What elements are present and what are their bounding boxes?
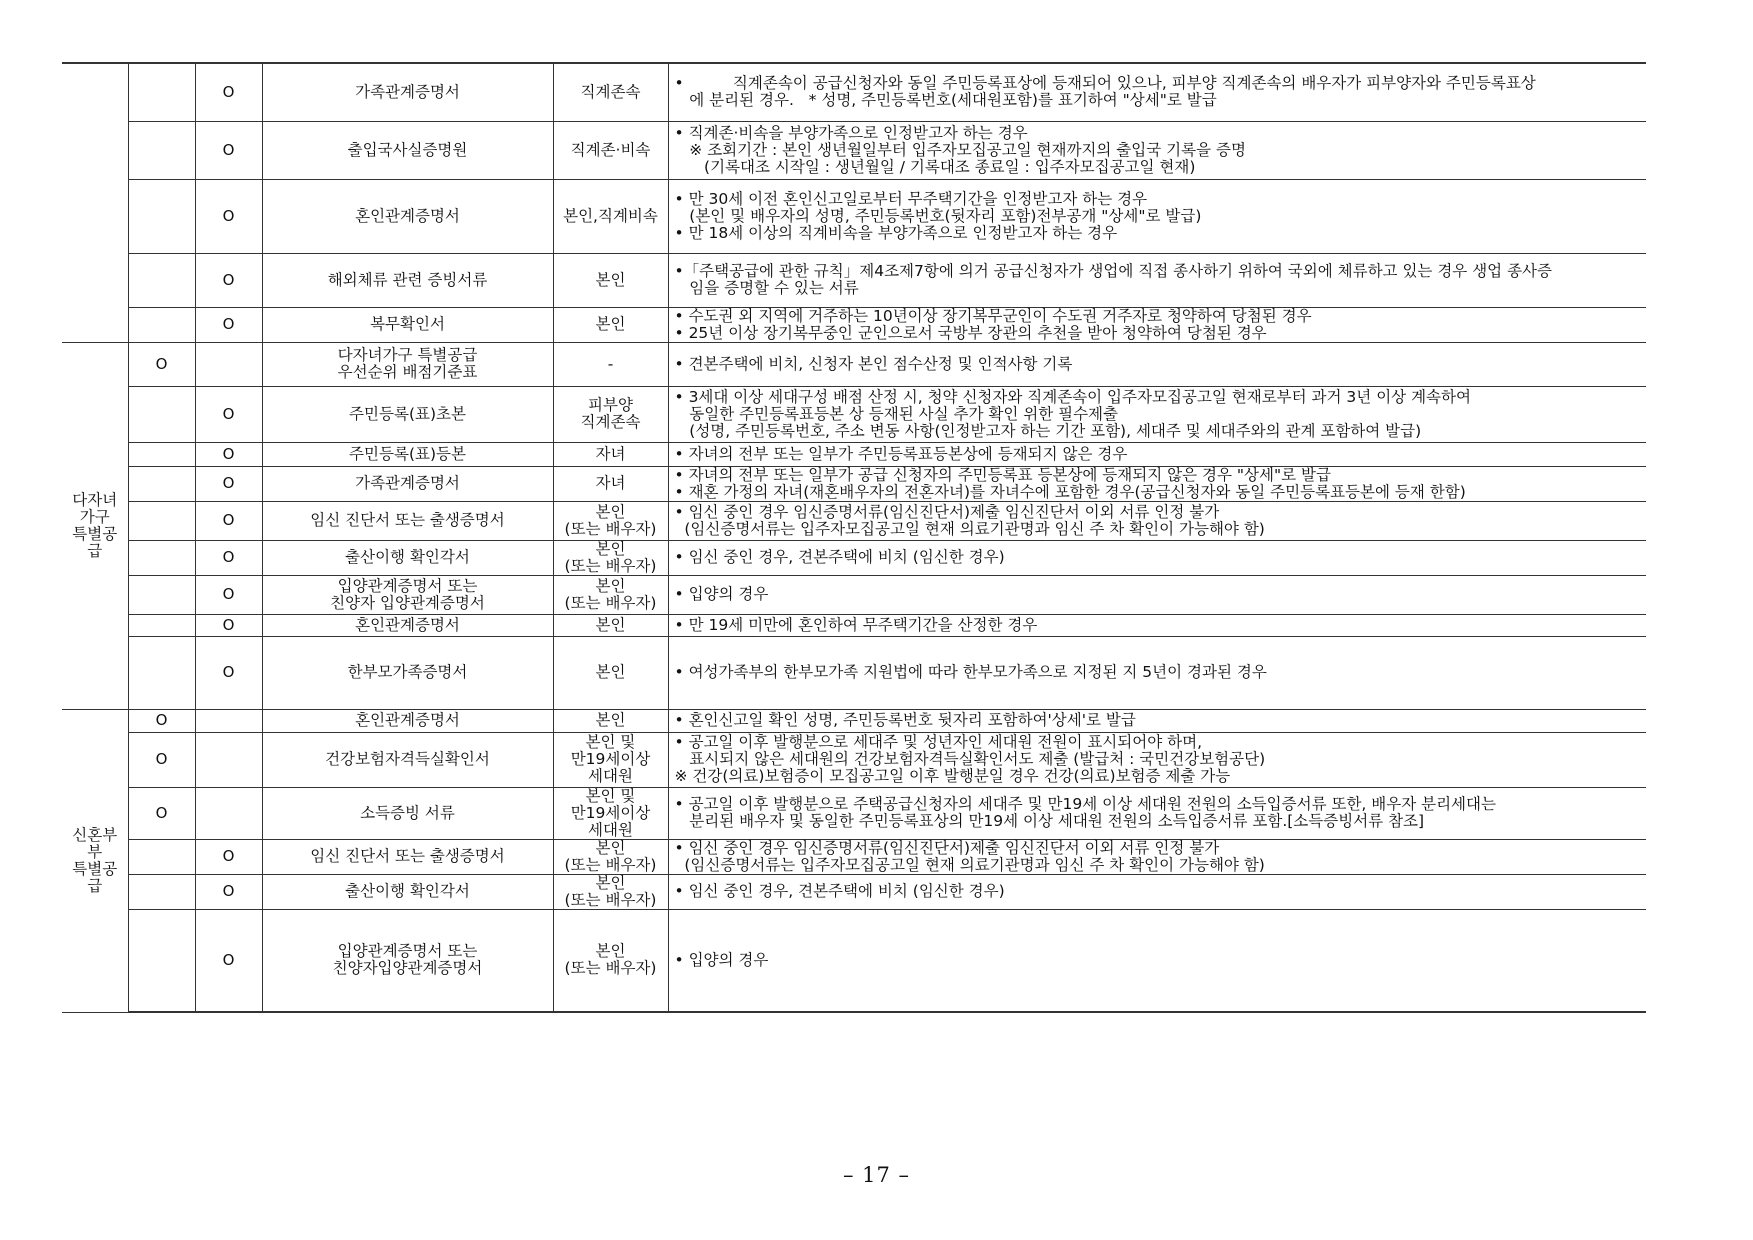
note-line: • 만 30세 이전 혼인신고일로부터 무주택기간을 인정받고자 하는 경우: [674, 189, 1148, 208]
required-mark-col1: [128, 540, 195, 575]
document-note: [668, 575, 1646, 614]
required-mark-col2: O: [195, 575, 262, 614]
required-mark-col1: O: [128, 732, 195, 787]
required-mark-col2: O: [195, 636, 262, 709]
required-mark-col1: [128, 575, 195, 614]
document-name: 한부모가족증명서: [262, 636, 553, 709]
note-line: • 견본주택에 비치, 신청자 본인 점수산정 및 인적사항 기록: [674, 354, 1073, 373]
required-mark-col2: O: [195, 307, 262, 342]
document-name: 가족관계증명서: [262, 63, 553, 121]
required-mark-col1: [128, 121, 195, 179]
document-target: 본인: [553, 253, 668, 307]
table-row: [62, 342, 1646, 386]
document-target: 자녀: [553, 442, 668, 466]
required-mark-col2: [195, 709, 262, 732]
note-line: 임을 증명할 수 있는 서류: [674, 279, 859, 297]
required-mark-col1: [128, 909, 195, 1012]
note-line: • 25년 이상 장기복무중인 군인으로서 국방부 장관의 추천을 받아 청약하여 당첨된 경우: [674, 323, 1267, 342]
table-row: [62, 787, 1646, 839]
table-row: [62, 732, 1646, 787]
note-line: • 직계존·비속을 부양가족으로 인정받고자 하는 경우: [674, 123, 1028, 142]
table-row: [62, 63, 1646, 121]
document-note: [668, 874, 1646, 909]
note-line: • 자녀의 전부 또는 일부가 공급 신청자의 주민등록표 등본상에 등재되지 않은 경우 "상세"로 발급: [674, 465, 1331, 484]
note-line: • 임신 중인 경우, 견본주택에 비치 (임신한 경우): [674, 882, 1005, 900]
required-mark-col1: [128, 179, 195, 253]
document-target: 본인: [553, 709, 668, 732]
required-mark-col2: O: [195, 63, 262, 121]
table-row: [62, 307, 1646, 342]
document-note: [668, 253, 1646, 307]
required-mark-col2: O: [195, 179, 262, 253]
note-line: • 만 19세 미만에 혼인하여 무주택기간을 산정한 경우: [674, 615, 1038, 634]
required-mark-col2: O: [195, 386, 262, 442]
document-name: 혼인관계증명서: [262, 179, 553, 253]
group-label: 신혼부부 특별공급: [62, 709, 128, 1012]
document-name: 임신 진단서 또는 출생증명서: [262, 501, 553, 540]
document-name: 혼인관계증명서: [262, 614, 553, 636]
table-row: [62, 575, 1646, 614]
note-line: • 수도권 외 지역에 거주하는 10년이상 장기복무군인이 수도권 거주자로 청약하여 당첨된 경우: [674, 306, 1312, 325]
required-mark-col1: [128, 874, 195, 909]
document-target: 자녀: [553, 466, 668, 501]
document-note: [668, 121, 1646, 179]
required-mark-col2: O: [195, 121, 262, 179]
table-row: [62, 636, 1646, 709]
document-note: [668, 909, 1646, 1012]
document-note: [668, 307, 1646, 342]
note-line: • 혼인신고일 확인 성명, 주민등록번호 뒷자리 포함하여'상세'로 발급: [674, 711, 1136, 729]
note-line: (임신증명서류는 입주자모집공고일 현재 의료기관명과 임신 주 차 확인이 가능해야 함): [674, 855, 1265, 874]
table-row: [62, 386, 1646, 442]
document-note: [668, 342, 1646, 386]
document-name: 임신 진단서 또는 출생증명서: [262, 839, 553, 874]
note-line: 분리된 배우자 및 동일한 주민등록표상의 만19세 이상 세대원 전원의 소득입증서류 포함.[소득증빙서류 참조]: [674, 812, 1425, 830]
note-line: • 공고일 이후 발행분으로 주택공급신청자의 세대주 및 만19세 이상 세대원 전원의 소득입증서류 또한, 배우자 분리세대는: [674, 795, 1496, 813]
table-row: [62, 442, 1646, 466]
required-mark-col2: O: [195, 442, 262, 466]
note-line: •「주택공급에 관한 규칙」제4조제7항에 의거 공급신청자가 생업에 직접 종사하기 위하여 국외에 체류하고 있는 경우 생업 종사증: [674, 262, 1552, 280]
required-mark-col1: O: [128, 787, 195, 839]
required-mark-col1: [128, 636, 195, 709]
note-line: (기록대조 시작일 : 생년월일 / 기록대조 종료일 : 입주자모집공고일 현재): [674, 157, 1196, 176]
note-line: • 재혼 가정의 자녀(재혼배우자의 전혼자녀)를 자녀수에 포함한 경우(공급신청자와 동일 주민등록표등본에 등재 한함): [674, 482, 1466, 501]
required-mark-col1: [128, 307, 195, 342]
note-line: ※ 건강(의료)보험증이 모집공고일 이후 발행분일 경우 건강(의료)보험증 제출 가능: [674, 767, 1231, 785]
document-name: 출입국사실증명원: [262, 121, 553, 179]
note-line: • 자녀의 전부 또는 일부가 주민등록표등본상에 등재되지 않은 경우: [674, 444, 1128, 463]
document-target: 본인 (또는 배우자): [553, 501, 668, 540]
document-target: 피부양 직계존속: [553, 386, 668, 442]
document-name: 복무확인서: [262, 307, 553, 342]
document-target: 본인: [553, 614, 668, 636]
document-target: 본인 (또는 배우자): [553, 575, 668, 614]
table-row: [62, 466, 1646, 501]
document-name: 가족관계증명서: [262, 466, 553, 501]
document-note: [668, 501, 1646, 540]
document-target: 본인 (또는 배우자): [553, 839, 668, 874]
document-target: 본인 및 만19세이상 세대원: [553, 732, 668, 787]
required-mark-col2: [195, 732, 262, 787]
document-name: 주민등록(표)등본: [262, 442, 553, 466]
document-note: [668, 614, 1646, 636]
note-line: (임신증명서류는 입주자모집공고일 현재 의료기관명과 임신 주 차 확인이 가능해야 함): [674, 519, 1265, 538]
note-line: (성명, 주민등록번호, 주소 변동 사항(인정받고자 하는 기간 포함), 세대주 및 세대주와의 관계 포함하여 발급): [674, 421, 1422, 440]
required-mark-col1: [128, 839, 195, 874]
document-note: [668, 709, 1646, 732]
required-mark-col1: [128, 466, 195, 501]
required-mark-col1: [128, 442, 195, 466]
document-note: [668, 732, 1646, 787]
required-mark-col1: [128, 386, 195, 442]
table-row: [62, 253, 1646, 307]
note-line: • 공고일 이후 발행분으로 세대주 및 성년자인 세대원 전원이 표시되어야 하며,: [674, 733, 1203, 751]
document-target: 본인: [553, 307, 668, 342]
group-label: 다자녀 가구 특별공급: [62, 342, 128, 709]
document-name: 해외체류 관련 증빙서류: [262, 253, 553, 307]
table-row: [62, 179, 1646, 253]
required-documents-table: [62, 62, 1646, 1013]
note-line: • 만 18세 이상의 직계비속을 부양가족으로 인정받고자 하는 경우: [674, 223, 1118, 242]
table-row: [62, 909, 1646, 1012]
document-target: 직계존속: [553, 63, 668, 121]
required-mark-col2: O: [195, 253, 262, 307]
document-note: [668, 442, 1646, 466]
document-name: 다자녀가구 특별공급 우선순위 배점기준표: [262, 342, 553, 386]
table-row: [62, 839, 1646, 874]
required-mark-col1: [128, 253, 195, 307]
document-note: [668, 787, 1646, 839]
document-target: 본인 (또는 배우자): [553, 874, 668, 909]
required-mark-col1: O: [128, 342, 195, 386]
required-mark-col1: [128, 501, 195, 540]
page-number: – 17 –: [842, 1163, 911, 1187]
table-body: [62, 63, 1646, 1012]
required-mark-col2: O: [195, 540, 262, 575]
document-note: [668, 839, 1646, 874]
document-target: -: [553, 342, 668, 386]
document-name: 출산이행 확인각서: [262, 874, 553, 909]
table-row: [62, 121, 1646, 179]
document-name: 혼인관계증명서: [262, 709, 553, 732]
note-line: • 3세대 이상 세대구성 배점 산정 시, 청약 신청자와 직계존속이 입주자모집공고일 현재로부터 과거 3년 이상 계속하여: [674, 387, 1471, 406]
note-line: 동일한 주민등록표등본 상 등재된 사실 추가 확인 위한 필수제출: [674, 404, 1118, 423]
note-line: • 입양의 경우: [674, 950, 769, 969]
required-mark-col2: [195, 787, 262, 839]
document-name: 건강보험자격득실확인서: [262, 732, 553, 787]
note-line: • 직계존속이 공급신청자와 동일 주민등록표상에 등재되어 있으나, 피부양 직계존속의 배우자가 피부양자와 주민등록표상: [674, 74, 1536, 93]
note-line: • 여성가족부의 한부모가족 지원법에 따라 한부모가족으로 지정된 지 5년이 경과된 경우: [674, 663, 1267, 681]
note-line: (본인 및 배우자의 성명, 주민등록번호(뒷자리 포함)전부공개 "상세"로 발급): [674, 206, 1202, 225]
document-name: 입양관계증명서 또는 친양자 입양관계증명서: [262, 575, 553, 614]
note-line: 에 분리된 경우. * 성명, 주민등록번호(세대원포함)를 표기하여 "상세"로 발급: [674, 91, 1217, 110]
document-note: [668, 179, 1646, 253]
required-mark-col2: O: [195, 501, 262, 540]
required-mark-col1: [128, 614, 195, 636]
group-cell-empty: [62, 63, 128, 342]
note-line: • 임신 중인 경우, 견본주택에 비치 (임신한 경우): [674, 548, 1005, 566]
document-note: [668, 540, 1646, 575]
document-name: 소득증빙 서류: [262, 787, 553, 839]
required-mark-col2: O: [195, 909, 262, 1012]
table-row: [62, 614, 1646, 636]
note-line: ※ 조회기간 : 본인 생년월일부터 입주자모집공고일 현재까지의 출입국 기록을 증명: [674, 140, 1246, 159]
document-name: 출산이행 확인각서: [262, 540, 553, 575]
document-target: 본인 (또는 배우자): [553, 909, 668, 1012]
document-note: [668, 386, 1646, 442]
note-line: • 임신 중인 경우 임신증명서류(임신진단서)제출 임신진단서 이외 서류 인정 불가: [674, 838, 1220, 857]
note-line: 표시되지 않은 세대원의 건강보험자격득실확인서도 제출 (발급처 : 국민건강보험공단): [674, 750, 1266, 768]
document-name: 입양관계증명서 또는 친양자입양관계증명서: [262, 909, 553, 1012]
required-mark-col2: O: [195, 614, 262, 636]
table-row: [62, 874, 1646, 909]
document-target: 직계존·비속: [553, 121, 668, 179]
table-row: [62, 709, 1646, 732]
document-target: 본인: [553, 636, 668, 709]
required-mark-col2: O: [195, 839, 262, 874]
document-target: 본인,직계비속: [553, 179, 668, 253]
required-mark-col2: O: [195, 874, 262, 909]
document-name: 주민등록(표)초본: [262, 386, 553, 442]
document-note: [668, 636, 1646, 709]
required-mark-col1: [128, 63, 195, 121]
document-target: 본인 및 만19세이상 세대원: [553, 787, 668, 839]
table-row: [62, 501, 1646, 540]
document-note: [668, 466, 1646, 501]
required-mark-col1: O: [128, 709, 195, 732]
note-line: • 입양의 경우: [674, 585, 769, 603]
note-line: • 임신 중인 경우 임신증명서류(임신진단서)제출 임신진단서 이외 서류 인정 불가: [674, 502, 1220, 521]
document-target: 본인 (또는 배우자): [553, 540, 668, 575]
document-note: [668, 63, 1646, 121]
required-mark-col2: [195, 342, 262, 386]
table-row: [62, 540, 1646, 575]
required-mark-col2: O: [195, 466, 262, 501]
